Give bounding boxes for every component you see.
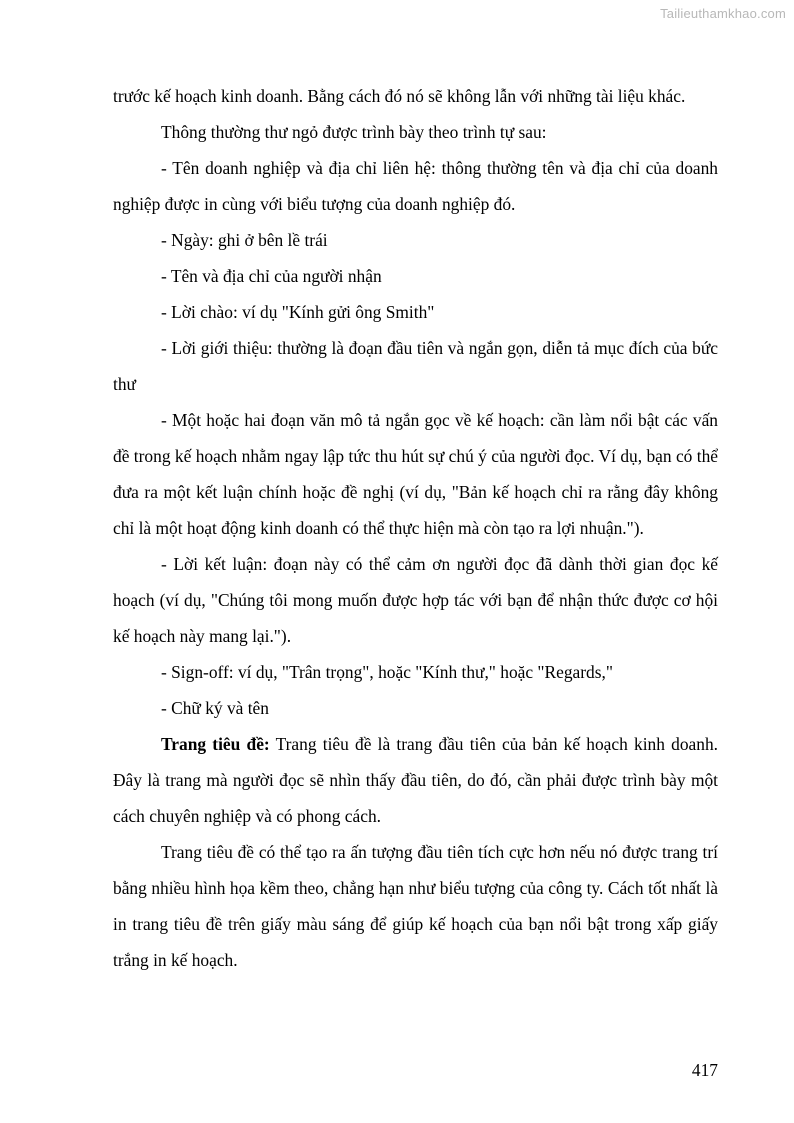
list-item-date: [113, 222, 718, 258]
paragraph-text: - Tên doanh nghiệp và địa chỉ liên hệ: thông thường tên và địa chỉ của doanh nghiệp được in cùng với biểu tượng của doanh nghiệp đó.: [113, 158, 718, 214]
paragraph-text: trước kế hoạch kinh doanh. Bằng cách đó nó sẽ không lẫn với những tài liệu khác.: [113, 86, 686, 106]
paragraph-text: - Lời kết luận: đoạn này có thể cảm ơn người đọc đã dành thời gian đọc kế hoạch (ví dụ, "Chúng tôi mong muốn được hợp tác với bạn để nhận thức được cơ hội kế hoạch này mang lại.").: [113, 554, 718, 646]
list-item-signoff: [113, 654, 718, 690]
watermark: Tailieuthamkhao.com: [660, 6, 786, 21]
paragraph-text: Trang tiêu đề là trang đầu tiên của bản kế hoạch kinh doanh. Đây là trang mà người đọc sẽ nhìn thấy đầu tiên, do đó, cần phải được trình bày một cách chuyên nghiệp và có phong cách.: [113, 734, 718, 826]
list-item-conclusion: [113, 546, 718, 654]
list-item-recipient: [113, 258, 718, 294]
paragraph-intro: [113, 114, 718, 150]
paragraph-text: Trang tiêu đề có thể tạo ra ấn tượng đầu tiên tích cực hơn nếu nó được trang trí bằng nhiều hình họa kềm theo, chẳng hạn như biểu tượng của công ty. Cách tốt nhất là in trang tiêu đề trên giấy màu sáng để giúp kế hoạch của bạn nổi bật trong xấp giấy trắng in kế hoạch.: [113, 842, 718, 970]
list-item-signature: [113, 690, 718, 726]
paragraph-title-page: [113, 726, 718, 834]
paragraph-text: - Một hoặc hai đoạn văn mô tả ngắn gọc về kế hoạch: cần làm nổi bật các vấn đề trong kế hoạch nhằm ngay lập tức thu hút sự chú ý của người đọc. Ví dụ, bạn có thể đưa ra một kết luận chính hoặc đề nghị (ví dụ, "Bản kế hoạch chỉ ra rằng đây không chỉ là một hoạt động kinh doanh có thể thực hiện mà còn tạo ra lợi nhuận.").: [113, 410, 718, 538]
list-item-introduction: [113, 330, 718, 402]
paragraph-text: Thông thường thư ngỏ được trình bày theo trình tự sau:: [161, 122, 547, 142]
paragraph-text: - Sign-off: ví dụ, "Trân trọng", hoặc "Kính thư," hoặc "Regards,": [161, 662, 613, 682]
paragraph-continuation: [113, 78, 718, 114]
page-number: 417: [691, 1060, 718, 1080]
paragraph-text: - Tên và địa chỉ của người nhận: [161, 266, 382, 286]
paragraph-title-page-design: [113, 834, 718, 978]
list-item-description: [113, 402, 718, 546]
document-body: [113, 78, 718, 978]
section-heading: Trang tiêu đề:: [161, 734, 270, 754]
paragraph-text: - Chữ ký và tên: [161, 698, 269, 718]
list-item-company: [113, 150, 718, 222]
list-item-greeting: [113, 294, 718, 330]
paragraph-text: - Lời giới thiệu: thường là đoạn đầu tiên và ngắn gọn, diễn tả mục đích của bức thư: [113, 338, 718, 394]
paragraph-text: - Lời chào: ví dụ "Kính gửi ông Smith": [161, 302, 435, 322]
paragraph-text: - Ngày: ghi ở bên lề trái: [161, 230, 328, 250]
